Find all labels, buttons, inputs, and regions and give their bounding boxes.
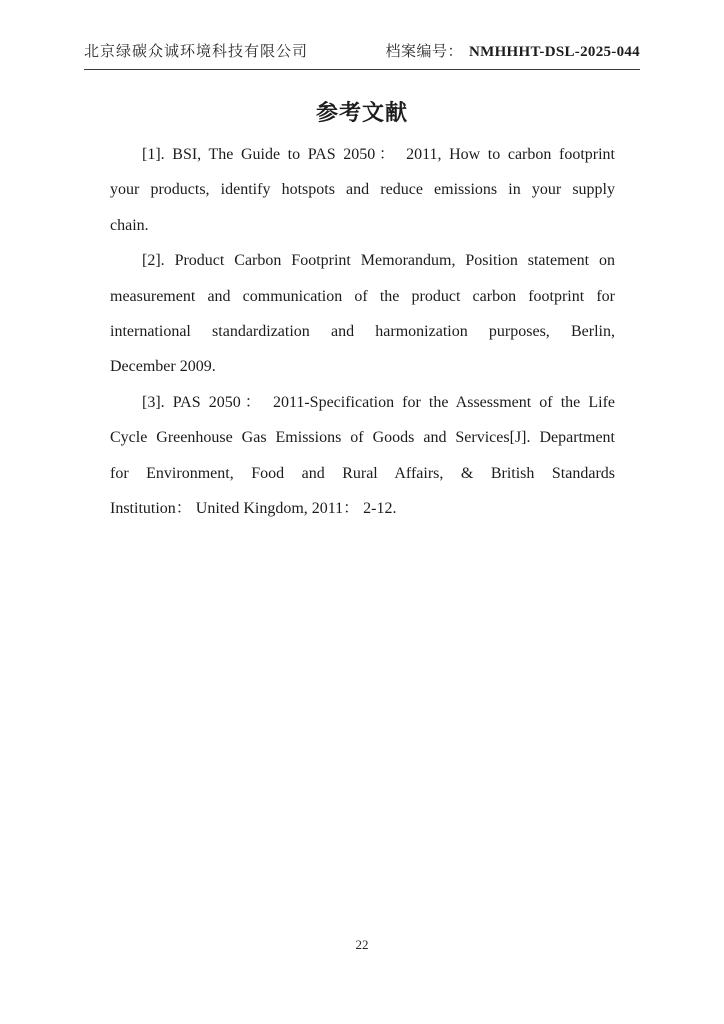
company-name: 北京绿碳众诚环境科技有限公司 bbox=[84, 44, 309, 60]
reference-line: [2]. Product Carbon Footprint Memorandum, Position statement on bbox=[142, 252, 615, 270]
reference-line: chain. bbox=[110, 216, 149, 234]
reference-item-3 bbox=[110, 385, 615, 527]
page-number: 22 bbox=[355, 937, 369, 952]
reference-line: [3]. PAS 2050： 2011-Specification for the Assessment of the Life bbox=[142, 393, 615, 411]
reference-line: Institution： United Kingdom, 2011： 2-12. bbox=[110, 500, 397, 518]
document-number-value: NMHHHT-DSL-2025-044 bbox=[469, 44, 640, 60]
reference-line: Cycle Greenhouse Gas Emissions of Goods and Services[J]. Department bbox=[110, 429, 615, 447]
document-number-block bbox=[385, 42, 640, 62]
reference-line: for Environment, Food and Rural Affairs, & British Standards bbox=[110, 464, 615, 482]
document-number-label: 档案编号： bbox=[385, 44, 463, 60]
reference-item-2 bbox=[110, 243, 615, 385]
reference-line: international standardization and harmonization purposes, Berlin, bbox=[110, 323, 615, 341]
references-list bbox=[110, 137, 615, 526]
reference-line: your products, identify hotspots and reduce emissions in your supply bbox=[110, 181, 615, 199]
section-title: 参考文献 bbox=[315, 100, 408, 125]
reference-item-1 bbox=[110, 137, 615, 243]
reference-line: [1]. BSI, The Guide to PAS 2050： 2011, How to carbon footprint bbox=[142, 146, 615, 163]
page-header bbox=[84, 42, 640, 70]
reference-line: December 2009. bbox=[110, 358, 216, 376]
reference-line: measurement and communication of the product carbon footprint for bbox=[110, 287, 615, 305]
